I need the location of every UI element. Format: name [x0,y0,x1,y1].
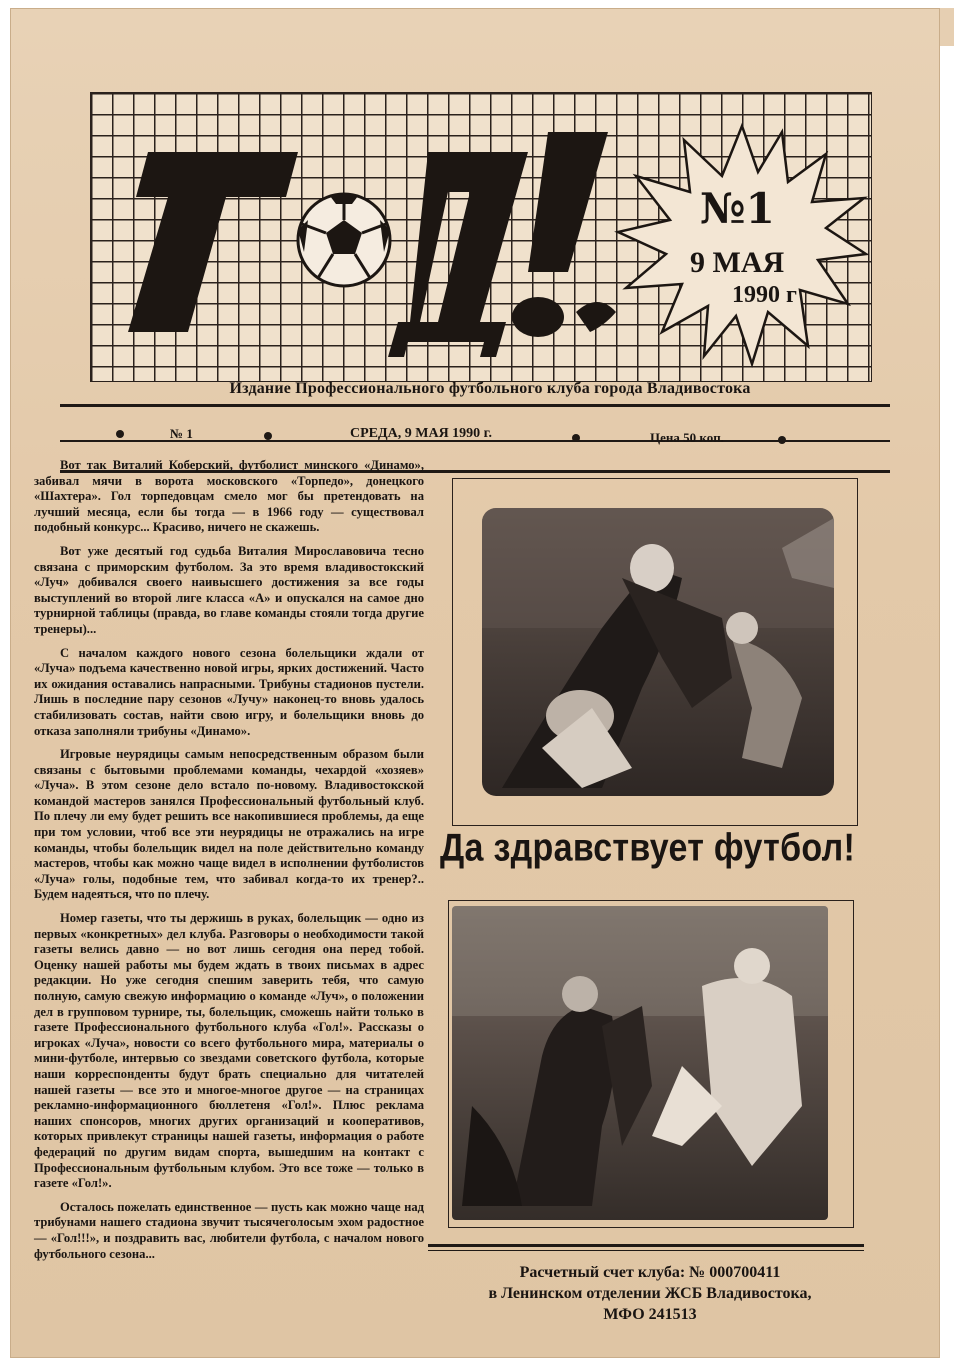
info-date: СРЕДА, 9 МАЯ 1990 г. [350,426,492,441]
issue-number: №1 [700,184,775,233]
account-rule-thin [428,1250,864,1251]
publisher-subtitle: Издание Профессионального футбольного клуба города Владивостока [229,380,751,397]
main-article [34,458,424,1270]
issue-date: 9 МАЯ [690,246,785,279]
match-photo-top-image [482,508,834,796]
issue-year: 1990 г [732,282,797,308]
info-number: № 1 [170,426,193,441]
bullet-dot [778,436,786,444]
bullet-dot [116,430,124,438]
match-photo-bottom-image [452,906,828,1220]
top-rule [60,404,890,407]
article-paragraph: Игровые неурядицы самым непосредственным образом были связаны с бытовыми проблемами команды, чехардой «хозяев» «Луча». В этом сезоне дело встало по-новому. Владивостокской командой мастеров занялся Профессиональный футбольный клуб. По плечу ли ему будет решить все накопившиеся проблемы, да еще при том условии, чтоб все эти неурядицы не отражались на игре команды, чтобы болельщик видел на поле действительно команду мастеров, чтобы как можно чаще видел в исполнении футболистов «Луча» голы, подобные тем, что забивал когда-то их тренер?.. Будем надеяться, что по плечу. [34,747,424,902]
account-line-1: Расчетный счет клуба: № 000700411 [519,1264,781,1281]
article-paragraph: С началом каждого нового сезона болельщики ждали от «Луча» подъема качественно новой игры, ярких достижений. Часто их ожидания оставались напрасными. Трибуны стадионов пустели. Лишь в последние пару сезонов «Лучу» наконец-то вновь удалось стабилизовать состав, найти свою игру, и болельщики вновь до отказа заполняли трибуны «Динамо». [34,645,424,738]
account-line-3: МФО 241513 [603,1306,697,1323]
logo-gol [108,112,628,372]
issue-info-bar [60,418,890,450]
account-line-2: в Ленинском отделении ЖСБ Владивостока, [488,1285,812,1302]
issue-starburst [612,120,872,370]
bullet-dot [264,432,272,440]
match-photo-bottom [452,906,828,1220]
match-photo-top [482,508,834,796]
article-paragraph: Номер газеты, что ты держишь в руках, болельщик — одно из первых «конкретных» дел клуба. Разговоры о необходимости такой газеты велись давно — но вот лишь сегодня она перед тобой. Оценку нашей работы мы будем ждать в твоих письмах в адрес редакции. Но уже сегодня спешим заверить тебя, что самую полную, самую свежую информацию о команде «Луч», о положении дел в групповом турнире, ты, болельщик, сможешь найти только в газете Профессионального футбольного клуба «Гол!». Рассказы о игроках «Луча», новости со всего футбольного мира, материалы о мини-футболе, интервью со звездами советского футбола, которые наши корреспонденты будут брать специально для читателей нашей газеты — все это и многое-многое другое — на страницах рекламно-информационного бюллетеня «Гол!». Плюс реклама наших спонсоров, многих других организаций и кооперативов, которых привлекут страницы нашей газеты, информация о работе федераций по другим видам спорта, вышедшим на контакт с Профессиональным футбольным клубом. Это все тоже — только в газете «Гол!». [34,911,424,1191]
bank-account-info [440,1262,860,1325]
info-price: Цена 50 коп. [650,430,724,445]
bullet-dot [572,434,580,442]
article-paragraph: Осталось пожелать единственное — пусть как можно чаще над трибунами нашего стадиона звучит тысячеголосым эхом радостное — «Гол!!!», и поздравить вас, любители футбола, с началом нового футбольного сезона... [34,1199,424,1261]
headline: Да здравствует футбол! [440,826,856,870]
article-paragraph: Вот так Виталий Коберский, футболист минского «Динамо», забивал мячи в ворота московского «Торпедо», донецкого «Шахтера». Гол торпедовцам смело мог бы претендовать на лучший месяца, если бы тогда — в 1966 году — существовал подобный конкурс... Красиво, ничего не скажешь. [34,458,424,535]
account-rule [428,1244,864,1247]
article-paragraph: Вот уже десятый год судьба Виталия Мирославовича тесно связана с приморским футболом. За это время владивостокский «Луч» добивался своего наивысшего достижения за все годы выступлений во второй лиге класса «А» и опускался на самое дно турнирной таблицы (правда, во главе команды стояли тогда другие тренеры)... [34,543,424,636]
